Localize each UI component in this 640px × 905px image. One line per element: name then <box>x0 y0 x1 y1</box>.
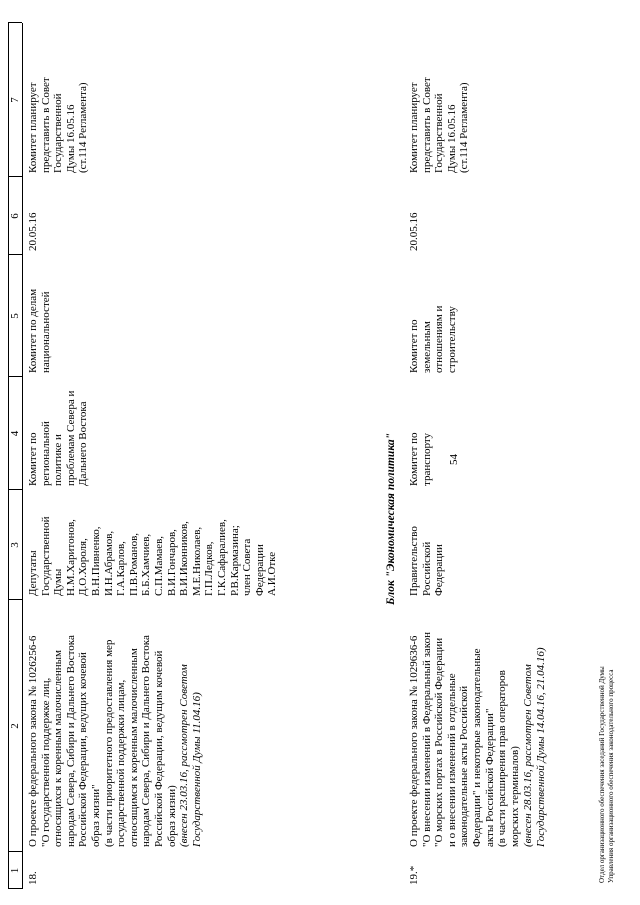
row-18-number: 18. <box>27 871 39 885</box>
row-19-initiator: Правительство Российской Федерации <box>408 526 446 596</box>
header-col-6: 6 <box>9 213 21 219</box>
header-col-4: 4 <box>9 430 21 437</box>
row-18-initiator: Депутаты Государственной Думы Н.М.Харитонов, Д.О.Хороля, В.Н.Пивненко, И.Н.Абрамов, Г.А.Карлов, П.В.Романов, Б.Б.Хамчиев, С.П.Мамаев, В.И.Гончаров, В.И.Иконников, М.Е.Николаев, Г.П.Ледков, Г.К.Сафаралиев, Р.В.Кармазина; член Совета Федерации А.И.Отке <box>27 516 279 596</box>
row-18-plan: Комитет планирует представить в Совет Государственной Думы 16.05.16 (ст.114 Регламента) <box>27 77 90 173</box>
row-19-co-committee: Комитет по земельным отношениям и строительству <box>408 305 458 373</box>
header-col-1: 1 <box>9 867 21 874</box>
block-title: Блок "Экономическая политика" <box>385 432 397 605</box>
page-number: 54 <box>448 454 460 465</box>
header-bottom-line <box>22 23 23 889</box>
row-18-note: (внесен 23.03.16, рассмотрен Советом Государственной Думы 11.04.16) <box>178 664 203 847</box>
row-19-note: (внесен 28.03.16, рассмотрен Советом Государственной Думы 14.04.16, 21.04.16) <box>522 647 547 847</box>
row-19-number: 19.* <box>408 865 420 885</box>
header-col-5: 5 <box>9 313 21 319</box>
row-19-date: 20.05.16 <box>408 212 420 251</box>
row-19-plan: Комитет планирует представить в Совет Государственной Думы 16.05.16 (ст.114 Регламента) <box>408 77 471 173</box>
row-18-date: 20.05.16 <box>27 212 39 251</box>
row-19-title: О проекте федерального закона № 1029636-6 "О внесении изменений в Федеральный закон "О морских портах в Российской Федерации и о внесении изменений в отдельные законодательные акты Российской Федерации" и некоторые законодательные акты Российской Федерации" (в части расширения прав операторов морских терминалов) <box>408 632 521 847</box>
row-18-committee: Комитет по региональной политике и проблемам Севера и Дальнего Востока <box>27 390 90 486</box>
header-col-2: 2 <box>9 723 21 729</box>
row-18-co-committee: Комитет по делам национальностей <box>27 288 52 373</box>
footer-note: Отдел организационного обеспечения заседаний Государственной Думы Управления организационного обеспечения законодательного процесса <box>598 666 615 883</box>
row-19-committee: Комитет по транспорту <box>408 432 433 486</box>
header-col-3: 3 <box>9 542 21 548</box>
header-col-7: 7 <box>9 97 21 103</box>
row-18-title: О проекте федерального закона № 1026256-6 "О государственной поддержке лиц, относящихся к коренным малочисленным народам Севера, Сибири и Дальнего Востока Российской Федерации, ведущих кочевой образ жизни" (в части приоритетного предоставления мер государственной поддержки лицам, относящимся к коренным малочисленным народам Севера, Сибири и Дальнего Востока Российской Федерации, ведущим кочевой образ жизни) <box>27 635 178 847</box>
